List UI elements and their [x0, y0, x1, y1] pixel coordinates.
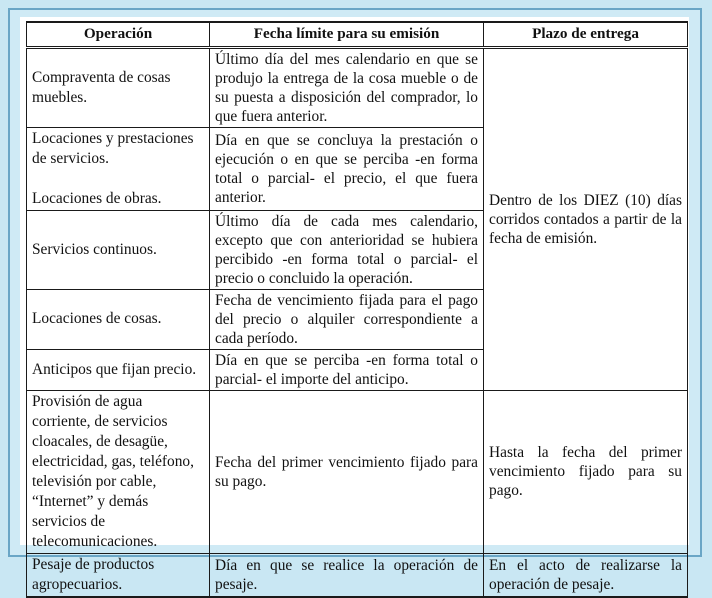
cell-plazo: En el acto de realizarse la operación de pesaje. — [484, 553, 688, 597]
cell-operacion: Locaciones de cosas. — [27, 289, 210, 349]
cell-fecha: Día en que se realice la operación de pesaje. — [210, 553, 484, 597]
table-row — [27, 47, 688, 127]
cell-operacion: Provisión de agua corriente, de servicios cloacales, de desagüe, electricidad, gas, teléfono, televisión por cable, “Internet” y demás servicios de telecomunicaciones. — [27, 390, 210, 553]
header-operacion: Operación — [27, 22, 210, 47]
cell-fecha: Último día de cada mes calendario, excepto que con anterioridad se hubiera percibido -en forma total o parcial- el precio o concluido la operación. — [210, 210, 484, 289]
cell-fecha: Día en que se concluya la prestación o ejecución o en que se perciba -en forma total o parcial- el precio, el que fuera anterior. — [210, 127, 484, 210]
table-row — [27, 390, 688, 553]
cell-operacion-servicios: Locaciones y prestaciones de servicios. — [32, 129, 194, 167]
invoice-deadlines-table — [26, 21, 688, 598]
cell-plazo: Hasta la fecha del primer vencimiento fijado para su pago. — [484, 390, 688, 553]
cell-plazo-comun: Dentro de los DIEZ (10) días corridos contados a partir de la fecha de emisión. — [484, 47, 688, 390]
cell-fecha: Fecha del primer vencimiento fijado para su pago. — [210, 390, 484, 553]
cell-fecha: Día en que se perciba -en forma total o parcial- el importe del anticipo. — [210, 349, 484, 390]
header-fecha-limite: Fecha límite para su emisión — [210, 22, 484, 47]
table-header-row — [27, 22, 688, 47]
cell-operacion — [27, 127, 210, 210]
cell-fecha: Último día del mes calendario en que se produjo la entrega de la cosa mueble o de su puesta a disposición del comprador, lo que fuera anterior. — [210, 47, 484, 127]
cell-operacion: Pesaje de productos agropecuarios. — [27, 553, 210, 597]
table-row — [27, 553, 688, 597]
cell-fecha: Fecha de vencimiento fijada para el pago del precio o alquiler correspondiente a cada período. — [210, 289, 484, 349]
cell-operacion-obras: Locaciones de obras. — [32, 189, 162, 207]
header-plazo-entrega: Plazo de entrega — [484, 22, 688, 47]
cell-operacion: Compraventa de cosas muebles. — [27, 47, 210, 127]
cell-operacion: Anticipos que fijan precio. — [27, 349, 210, 390]
cell-operacion: Servicios continuos. — [27, 210, 210, 289]
